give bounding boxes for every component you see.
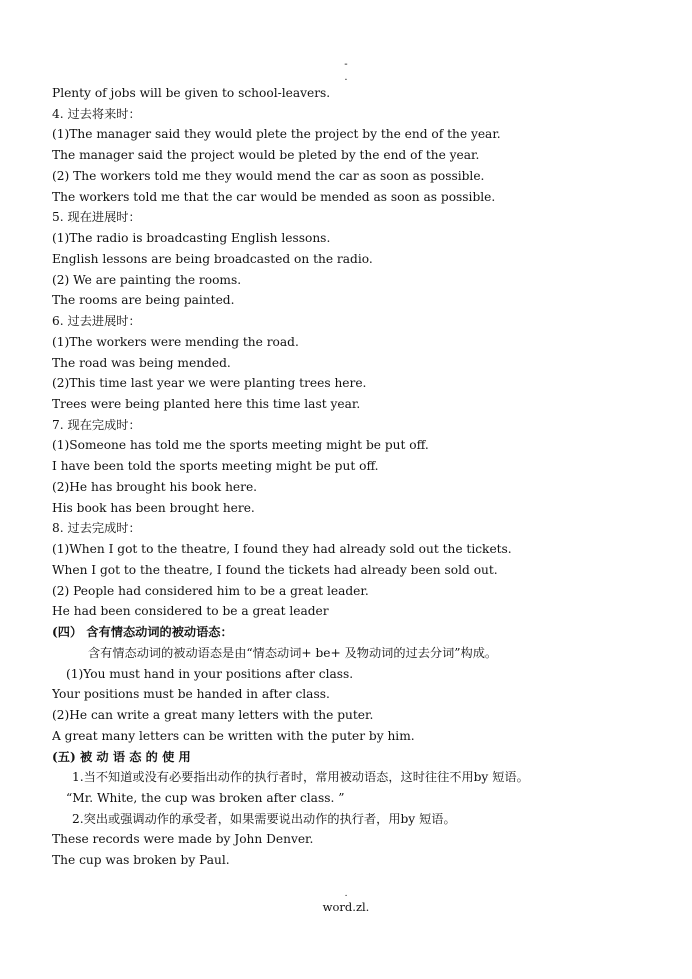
text-line: (2) We are painting the rooms. [52, 272, 242, 287]
text-line: 1.当不知道或没有必要指出动作的执行者时，常用被动语态，这时往往不用by 短语。 [72, 770, 529, 785]
text-line: The rooms are being painted. [52, 293, 235, 308]
text-line: (1)The workers were mending the road. [52, 334, 299, 349]
section-heading: 8. 过去完成时： [52, 521, 141, 536]
text-line: The road was being mended. [52, 355, 231, 370]
section-heading: 4. 过去将来时： [52, 106, 141, 121]
footer-text: word.zl. [322, 900, 370, 914]
text-line: 2.突出或强调动作的承受者，如果需要说出动作的执行者，用by 短语。 [72, 811, 456, 826]
text-line: I have been told the sports meeting might be put off. [52, 459, 379, 474]
text-line: (1)The radio is broadcasting English lessons. [52, 231, 331, 246]
text-line: (2) The workers told me they would mend the car as soon as possible. [52, 168, 485, 183]
text-line: These records were made by John Denver. [52, 832, 314, 847]
section-heading: 6. 过去进展时： [52, 314, 141, 329]
text-line: His book has been brought here. [52, 500, 255, 515]
text-line: (1)You must hand in your positions after class. [66, 666, 354, 681]
text-line: (1)Someone has told me the sports meeting might be put off. [52, 438, 429, 453]
text-line: The cup was broken by Paul. [52, 853, 230, 868]
text-line: (1)When I got to the theatre, I found they had already sold out the tickets. [52, 542, 512, 557]
text-line: (2) People had considered him to be a great leader. [52, 583, 369, 598]
document-body [52, 83, 652, 871]
definition-line: 含有情态动词的被动语态是由“情态动词+ be+ 及物动词的过去分词”构成。 [88, 645, 498, 660]
text-line: A great many letters can be written with the puter by him. [52, 728, 415, 743]
section-heading: 7. 现在完成时： [52, 417, 141, 432]
text-line: English lessons are being broadcasted on the radio. [52, 251, 373, 266]
text-line: (2)He can write a great many letters with the puter. [52, 708, 374, 723]
footer-dot: . [344, 889, 348, 899]
section-heading: 5. 现在进展时： [52, 210, 141, 225]
text-line: The manager said the project would be pleted by the end of the year. [52, 148, 480, 163]
text-line: Your positions must be handed in after class. [52, 687, 330, 702]
section-heading-bold: (四） 含有情态动词的被动语态： [52, 625, 233, 640]
text-line: Trees were being planted here this time last year. [52, 397, 361, 412]
text-line: When I got to the theatre, I found the tickets had already been sold out. [52, 562, 498, 577]
header-dot: . [344, 72, 348, 83]
text-line: (1)The manager said they would plete the project by the end of the year. [52, 127, 501, 142]
text-line: “Mr. White, the cup was broken after class. ” [66, 790, 345, 805]
text-line: Plenty of jobs will be given to school-leavers. [52, 86, 331, 100]
header-mark: - [344, 59, 348, 70]
text-line: The workers told me that the car would be mended as soon as possible. [52, 189, 496, 204]
text-line: He had been considered to be a great leader [52, 604, 329, 619]
section-heading-bold: (五) 被 动 语 态 的 使 用 [52, 749, 191, 764]
text-line: (2)He has brought his book here. [52, 479, 258, 494]
text-line: (2)This time last year we were planting trees here. [52, 376, 367, 391]
